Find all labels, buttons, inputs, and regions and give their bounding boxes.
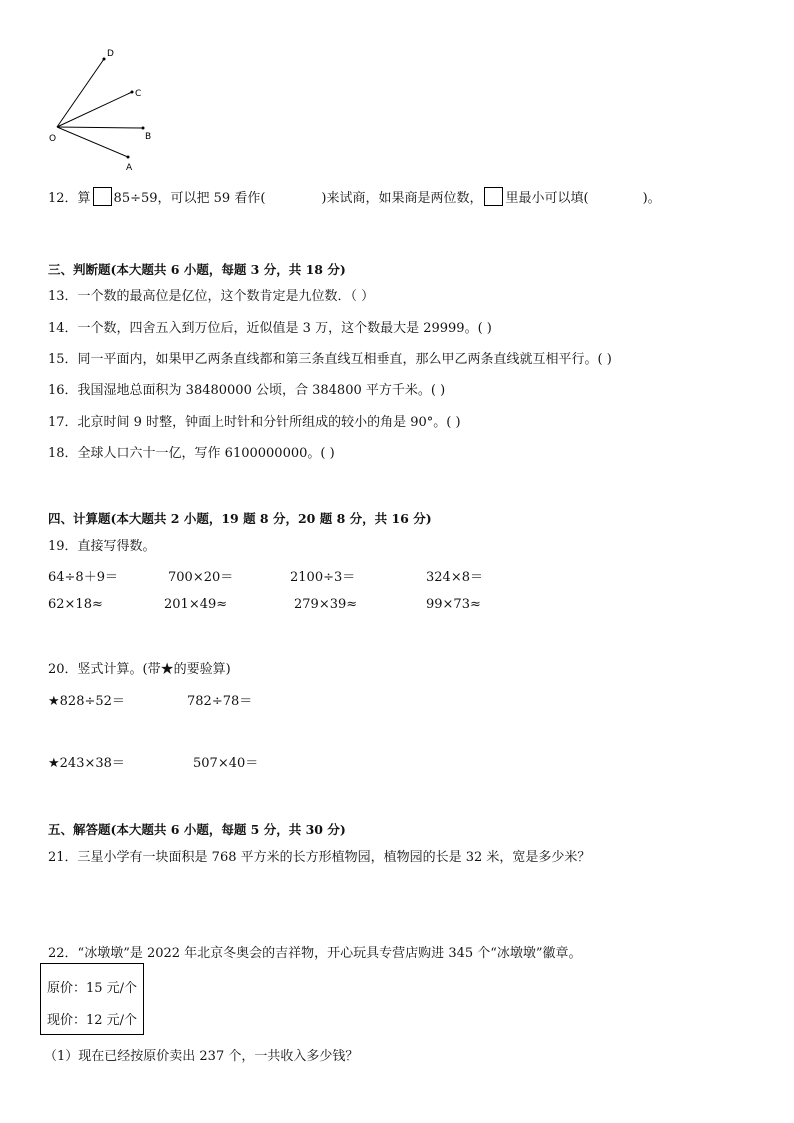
question-14: 14．一个数，四舍五入到万位后，近似值是 3 万，这个数最大是 29999。( ) — [48, 321, 492, 336]
calc-5: 62×18≈ — [48, 597, 103, 612]
label-c: C — [135, 89, 142, 99]
label-o: O — [49, 134, 57, 144]
label-d: D — [107, 49, 114, 59]
question-18: 18．全球人口六十一亿，写作 6100000000。( ) — [48, 446, 335, 461]
q12-part1: 85÷59，可以把 59 看作( — [113, 191, 266, 206]
angle-diagram — [40, 40, 170, 180]
section-3-title: 三、判断题(本大题共 6 小题，每题 3 分，共 18 分) — [48, 262, 346, 277]
answer-box-2[interactable] — [484, 187, 503, 206]
question-20: 20．竖式计算。(带★的要验算) — [48, 662, 231, 677]
ray-oa — [57, 127, 128, 157]
calc-6: 201×49≈ — [164, 597, 228, 612]
vertical-calc-3: ★243×38＝ — [48, 756, 125, 771]
q12-part3: 里最小可以填( — [505, 191, 589, 206]
section-4-title: 四、计算题(本大题共 2 小题，19 题 8 分，20 题 8 分，共 16 分) — [48, 511, 432, 526]
point-b — [142, 127, 145, 130]
section-5-title: 五、解答题(本大题共 6 小题，每题 5 分，共 30 分) — [48, 822, 346, 837]
question-16: 16．我国湿地总面积为 38480000 公顷，合 384800 平方千米。( ) — [48, 383, 446, 398]
ray-od — [57, 59, 104, 127]
question-22-1: （1）现在已经按原价卖出 237 个，一共收入多少钱？ — [44, 1049, 359, 1064]
calc-8: 99×73≈ — [426, 597, 481, 612]
question-21: 21．三星小学有一块面积是 768 平方米的长方形植物园，植物园的长是 32 米，宽是多少米？ — [48, 850, 591, 865]
ray-oc — [57, 92, 132, 127]
calc-1: 64÷8＋9＝ — [48, 570, 118, 585]
calc-2: 700×20＝ — [168, 570, 234, 585]
price-original: 原价：15 元/个 — [47, 981, 138, 996]
q12-number: 12．算 — [48, 191, 91, 206]
question-19: 19．直接写得数。 — [48, 539, 156, 554]
question-15: 15．同一平面内，如果甲乙两条直线都和第三条直线互相垂直，那么甲乙两条直线就互相平行。( ) — [48, 352, 612, 367]
calc-4: 324×8＝ — [426, 570, 483, 585]
calc-3: 2100÷3＝ — [290, 570, 356, 585]
q12-part4: )。 — [642, 191, 661, 206]
point-a — [127, 156, 130, 159]
price-box — [40, 963, 144, 1035]
price-now: 现价：12 元/个 — [47, 1013, 138, 1028]
vertical-calc-4: 507×40＝ — [193, 756, 259, 771]
point-d — [103, 58, 106, 61]
answer-box-1[interactable] — [93, 187, 112, 206]
label-b: B — [145, 132, 152, 142]
label-a: A — [126, 163, 133, 173]
question-12 — [48, 187, 661, 206]
calc-7: 279×39≈ — [294, 597, 358, 612]
ray-ob — [57, 127, 143, 128]
point-c — [131, 91, 134, 94]
question-22: 22．“冰墩墩”是 2022 年北京冬奥会的吉祥物，开心玩具专营店购进 345 个“冰墩墩”徽章。 — [48, 946, 582, 961]
vertical-calc-2: 782÷78＝ — [187, 694, 253, 709]
vertical-calc-1: ★828÷52＝ — [48, 694, 125, 709]
question-17: 17．北京时间 9 时整，钟面上时针和分针所组成的较小的角是 90°。( ) — [48, 415, 461, 430]
q12-part2: )来试商，如果商是两位数， — [321, 191, 483, 206]
question-13: 13．一个数的最高位是亿位，这个数肯定是九位数．（ ） — [48, 289, 375, 304]
